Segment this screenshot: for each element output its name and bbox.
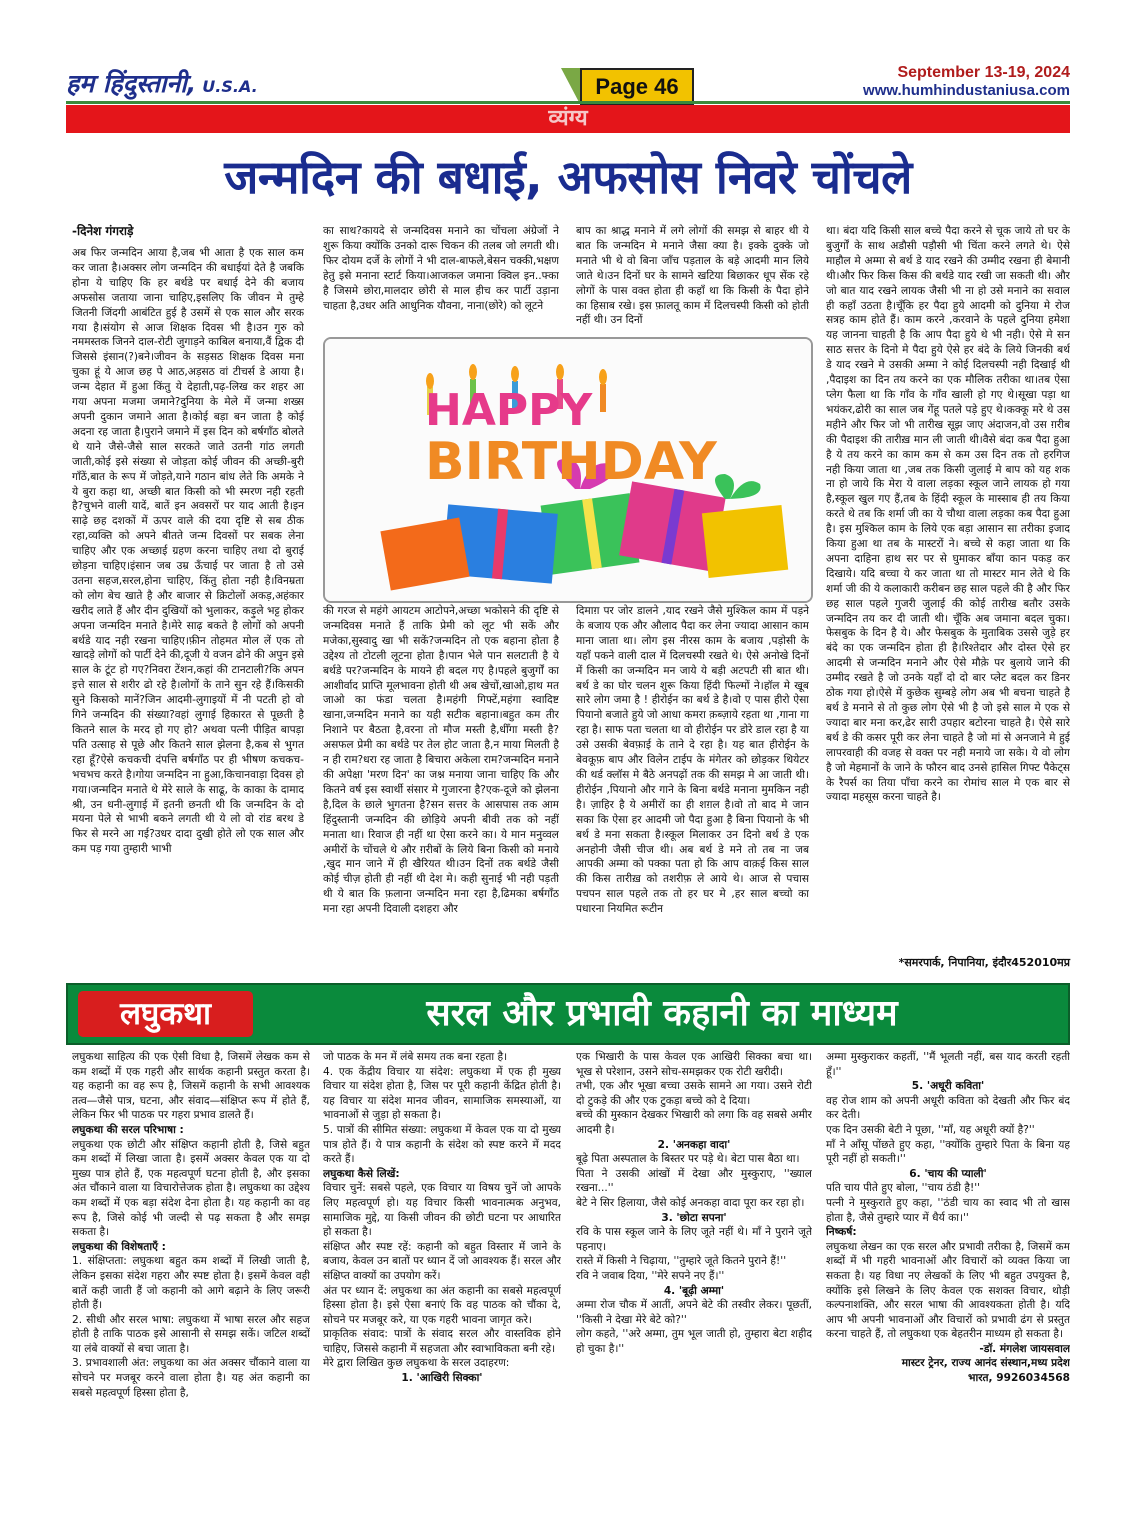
paragraph: वह रोज शाम को अपनी अधूरी कविता को देखती और फिर बंद कर देती। — [826, 1094, 1070, 1122]
page-number: Page 46 — [580, 68, 694, 106]
paragraph: अम्मा मुस्कुराकर कहतीं, ''मैं भूलती नहीं, बस याद करती रहती हूँ।'' — [826, 1051, 1070, 1078]
paragraph: मेरे द्वारा लिखित कुछ लघुकथा के सरल उदाहरण: — [323, 1357, 510, 1370]
article1-col2a-text: का साथ?कायदे से जन्मदिवस मनाने का चोंचला अंग्रेजों ने शुरू किया क्योंकि उनको दारू चिकन की तलब जो लगती थी।फिर दोयम दर्जे के लोगों ने भी दाल-बाफले,बेसन चक्की,भक्षण हेतु इसे मनाना स्टार्ट किया।आजकल जमाना क्विल इन..फ्का है जिसमे छोरा,मालदार छोरी से माल हीच कर पार्टी उड़ाना चाहता है,उधर अति आधुनिक यौवना, नाना(छोरे) को लूटने — [323, 225, 559, 312]
article1-column-4 — [826, 224, 1070, 950]
article2-column-2 — [323, 1050, 561, 1510]
article2-column-1 — [72, 1050, 310, 1510]
subheading: लघुकथा की सरल परिभाषा : — [72, 1123, 184, 1136]
article-headline: जन्मदिन की बधाई, अफसोस निवरे चोंचले — [224, 150, 912, 204]
paragraph: पत्नी ने मुस्कुराते हुए कहा, ''ठंडी चाय का स्वाद भी तो खास होता है, जैसे तुम्हारे प्यार में धैर्य का।'' — [826, 1196, 1070, 1224]
header-rule — [66, 101, 1070, 104]
subheading: लघुकथा की विशेषताएँ : — [72, 1240, 166, 1253]
paragraph: बेटे ने सिर हिलाया, जैसे कोई अनकहा वादा पूरा कर रहा हो। — [576, 1196, 805, 1209]
article1-column-3-bottom — [576, 604, 809, 968]
story-title: 5. 'अधूरी कविता' — [911, 1080, 985, 1093]
article1-col3a-text: बाप का श्राद्ध मनाने में लगे लोगों की समझ से बाहर थी ये बात कि जन्मदिन मे मनाने जैसा क्या है। इक्के दुक्के जो मनाते भी थे वो बिना जाँच पड़ताल के बड़े आदमी मान लिये जाते थे।उन दिनों घर के सामने खटिया बिछाकर धूप सेंक रहे लोगों के पास वक्त होता ही कहाँ था कि किसी के पैदा होने का हिसाब रखे। इस फ़ालतू काम में दिलचस्पी किसी को होती नहीं थी। उन दिनों — [576, 225, 809, 327]
paragraph: 2. सीधी और सरल भाषा: लघुकथा में भाषा सरल और सहज होती है ताकि पाठक इसे आसानी से समझ सकें। जटिल शब्दों या लंबे वाक्यों से बचा जाता है। — [72, 1313, 310, 1355]
story-title: 6. 'चाय की प्याली' — [909, 1167, 987, 1180]
article1-col2b-text: की गरज से महंगे आयटम आटोपने,अच्छा भकोसने की दृष्टि से जन्मदिवस मनाते हैं ताकि प्रेमी को लूट भी सकें और मजेका,सुस्वादु खा भी सकें?जन्मदिन तो एक बहाना होता है उद्देश्य तो टोटली लूटना होता है।पान भेले पान सलटाती है ये बर्थडे पर?जन्मदिन के मायने ही बदल गए है।पहले बुजुर्गों का आशीर्वाद प्राप्ति मूलभावना होती थी अब खेचों,खाओ,हाथ मत जाओ का फंडा चलता है।महंगी गिफ्टें,महंगा स्वादिष्ट खाना,जन्मदिन मनाने का यही सटीक बहाना।बहुत कम तीर निशाने पर बैठता है,वरना तो मौज मस्ती है,धीँगा मस्ती है?असफल प्रेमी का बर्थडे पर तेल होट जाता है,न माया मिलती है न ही राम?धरा रह जाता है बिचारा अकेला राम?जन्मदिन मनाने की अपेक्षा 'मरण दिन' का जश्न मनाया जाना चाहिए कि और कितने वर्ष इस स्वार्थी संसार मे गुजारना है?एक-दूजे को झेलना है,दिल के छाले भुगतना है?सन सत्तर के आसपास तक आम हिंदुस्तानी जन्मदिन की छोड़िये अपनी बीवी तक को नहीं मनाता था। रिवाज ही नहीं था ऐसा करने का। ये मान मनुव्वल अमीरों के चोंचले थे और ग़रीबों के लिये बिना किसी को मनाये ,खुद मान जाने में ही खैरियत थी।उन दिनों तक बर्थडे जैसी कोई चीज़ होती ही नहीं थी देश मे। कही सुनाई भी नही पड़ती थी ये बात कि फ़लाना जन्मदिन मना रहा है,ढिमका बर्षगाँठ मना रहा अपनी दिवाली दशहरा और — [323, 605, 559, 916]
paragraph: प्राकृतिक संवाद: पात्रों के संवाद सरल और वास्तविक होने चाहिए, जिससे कहानी में सहजता और स्वाभाविकता बनी रहे। — [323, 1328, 561, 1355]
article-byline: -दिनेश गंगराड़े — [72, 224, 134, 238]
paragraph: बच्चे की मुस्कान देखकर भिखारी को लगा कि वह सबसे अमीर आदमी है। — [576, 1109, 812, 1136]
paragraph: अंत पर ध्यान दें: लघुकथा का अंत कहानी का सबसे महत्वपूर्ण हिस्सा होता है। इसे ऐसा बनाएं कि वह पाठक को चौंका दे, सोचने पर मजबूर करे, या एक गहरी भावना जागृत करे। — [323, 1284, 561, 1326]
story-title: 2. 'अनकहा वादा' — [657, 1138, 731, 1151]
article2-title: सरल और प्रभावी कहानी का माध्यम — [426, 993, 898, 1034]
paragraph: लघुकथा लेखन का एक सरल और प्रभावी तरीका है, जिसमें कम शब्दों में भी गहरी भावनाओं और विचारों को व्यक्त किया जा सकता है। यह विधा नए लेखकों के लिए भी बहुत उपयुक्त है, क्योंकि इसे लिखने के लिए केवल एक सशक्त विचार, थोड़ी कल्पनाशक्ति, और सरल भाषा की आवश्यकता होती है। यदि आप भी अपनी भावनाओं और विचारों को प्रभावी ढंग से प्रस्तुत करना चाहते हैं, तो लघुकथा एक बेहतरीन माध्यम हो सकता है। — [826, 1240, 1070, 1341]
article2-column-4 — [826, 1050, 1070, 1522]
paragraph: लघुकथा एक छोटी और संक्षिप्त कहानी होती है, जिसे बहुत कम शब्दों में लिखा जाता है। इसमें अक्सर केवल एक या दो मुख्य पात्र होते हैं, एक महत्वपूर्ण घटना होती है, और इसका अंत चौंकाने वाला या विचारोत्तेजक होता है। लघुकथा का उद्देश्य कम शब्दों में एक बड़ा संदेश देना होता है। यह कहानी का वह रूप है, जिसे कोई भी जल्दी से पढ़ सकता है और समझ सकता है। — [72, 1138, 310, 1239]
story-title: 4. 'बूढ़ी अम्मा' — [663, 1284, 725, 1297]
paragraph: रवि के पास स्कूल जाने के लिए जूते नहीं थे। माँ ने पुराने जूते पहनाए। — [576, 1226, 812, 1253]
newspaper-brand — [66, 66, 356, 98]
article1-column-2-bottom — [323, 604, 559, 968]
paragraph: एक दिन उसकी बेटी ने पूछा, ''माँ, यह अधूरी क्यों है?'' — [826, 1123, 1035, 1136]
article2-column-3 — [576, 1050, 812, 1510]
brand-name: हम हिंदुस्तानी, — [66, 69, 197, 98]
birthday-image — [323, 337, 813, 603]
paragraph: लघुकथा साहित्य की एक ऐसी विधा है, जिसमें लेखक कम से कम शब्दों में एक गहरी और सार्थक कहानी प्रस्तुत करता है। यह कहानी का वह रूप है, जिसमें कहानी के सभी आवश्यक तत्व—जैसे पात्र, घटना, और संवाद—संक्षिप्त रूप में होते हैं, लेकिन फिर भी पाठक पर गहरा प्रभाव डालते हैं। — [72, 1051, 310, 1122]
website-link[interactable]: www.humhindustaniusa.com — [863, 82, 1070, 99]
article1-column-2-top — [323, 224, 559, 332]
image-text-birthday: BIRTHDAY — [425, 432, 717, 492]
author-place: भारत, 9926034568 — [968, 1372, 1070, 1385]
paragraph: संक्षिप्त और स्पष्ट रहें: कहानी को बहुत विस्तार में जाने के बजाय, केवल उन बातों पर ध्यान दें जो आवश्यक हैं। सरल और संक्षिप्त वाक्यों का उपयोग करें। — [323, 1240, 561, 1282]
subheading: लघुकथा कैसे लिखें: — [323, 1167, 400, 1180]
story-title: 1. 'आखिरी सिक्का' — [401, 1372, 483, 1385]
article1-col1-text: अब फिर जन्मदिन आया है,जब भी आता है एक साल कम कर जाता है।अक्सर लोग जन्मदिन की बधाईयां देते है जबकि होना ये चाहिए कि हर बर्थडे पर बधाई देने की बजाय अफसोस जताया जाना चाहिए,इसलिए कि जीवन मे तुम्हे जितनी जिंदगी आबंटित हुई है उसमें से एक साल और सरक गया है।संयोग से आज शिक्षक दिवस भी है।उन गुरु को नममस्तक जिनने दाल-रोटी जुगाड़ने काबिल बनाया,वैं द्विक दी जिससे इंसान(?)बने।जीवन के सड़सठ शिक्षक दिवस मना चुका हूं ये आज छह पे आठ,अड़सठ वां टीचर्स डे आया है।जन्म देहात में हुआ किंतु ये देहाती,पढ़-लिख कर शहर आ गया अपना मजमा जमाने?दुनिया के मेले में जन्मा शख्स अपनी दुकान जमाने आता है।कोई बड़ा बन जाता है कोई अदना रह जाता है।पुराने जमाने में इस दिन को बर्षगाँठ बोलते थे याने जैसे-जैसे साल सरकते जाते उतनी गांठ लगती जाती,कोई इसे संख्या से जोड़ता कोई जीवन की अच्छी-बुरी गाँठें,बात के रूप में जोड़ते,याने गठान बांध लेते कि अमके ने ये बुरा कहा था, अच्छी बात किसी को भी स्मरण नही रहती है?चुभने वाली यादें, बातें इन अवसरों पर याद आती है।इन साढ़े छह दशकों में ऊपर वाले की दया दृष्टि से सब ठीक रहा,व्यक्ति को अपने बीतते जन्म दिवसों पर सबक लेना चाहिए और एक अच्छाई ग्रहण करना चाहिए तथा दो बुराई छोड़ना चाहिए।इंसान जब उम्र ऊँचाई पर जाता है तो उसे उतना सहज,सरल,होना चाहिए, किंतु होता नही है।विनम्रता को लोग बेच खाते है और बाजार से क्रिटोलों अकड़,अहंकार खरीद लाते हैं और दीन दुखियों को भुलाकर, कड़ुले भट्ट होकर अपना जन्मदिन मनाते है।मेरे साढ़ बकते है लोगों को अपनी बर्थडे याद नही रखना चाहिए।फ़ीन तोहमत मोल लें एक तो खादड़े लोगों को पार्टी देने की,दूजी ये वजन ढोने की अपुन इसे साल के टूंट हो गए?निवरा टेंशन,कहां की टानटाली?कि अपन इत्ते साल से शरीर ढो रहे है।लोगों के ताने सुन रहे हैं।किसकी सुने किसको मानें?जिन आदमी-लुगाइयों में नी पटती हो वो गिने जन्मदिन की संख्या?वहां लुगाई हिकारत से पूछती है कितने साल के मरद हो गए हो? अथवा पत्नी पीड़ित बापड़ा पति उत्साह से पूछे और कितने साल झेलना है,कब से भुगत रहा हूँ?ऐसे कचकची दंपत्ति बर्षगाँठ पर ही भीषण कचकच-भचभच करते है।गोया जन्मदिन ना हुआ,किचानवाड़ा दिवस हो गया।जन्मदिन मनाते थे मेरे साले के साढू, के काका के दामाद श्री, उन धनी-लुगाई में इतनी छनती थी कि जन्मदिन के दो मयना पेले से भाभी बकने लगती थी ये लो वो रांड बरथ डे फिर से मरने आ गई?उधर दादा दुखी होते लो एक साल और कम पड़ गया तुम्हारी भाभी — [72, 247, 304, 856]
paragraph: जो पाठक के मन में लंबे समय तक बना रहता है। — [323, 1051, 508, 1063]
story-title: 3. 'छोटा सपना' — [661, 1211, 727, 1224]
paragraph: रास्ते में किसी ने चिढ़ाया, ''तुम्हारे जूते कितने पुराने हैं!'' — [576, 1255, 787, 1268]
paragraph: रवि ने जवाब दिया, ''मेरे सपने नए हैं।'' — [576, 1269, 725, 1282]
paragraph: 1. संक्षिप्तता: लघुकथा बहुत कम शब्दों में लिखी जाती है, लेकिन इसका संदेश गहरा और स्पष्ट होता है। इसमें केवल वही बातें कही जाती हैं जो कहानी को आगे बढ़ाने के लिए जरूरी होती हैं। — [72, 1255, 310, 1312]
paragraph: 3. प्रभावशाली अंत: लघुकथा का अंत अक्सर चौंकाने वाला या सोचने पर मजबूर करने वाला होता है। यह अंत कहानी का सबसे महत्वपूर्ण हिस्सा होता है, — [72, 1357, 310, 1399]
article1-column-3-top — [576, 224, 809, 332]
birthday-illustration — [325, 339, 811, 601]
article2-tag: लघुकथा — [78, 991, 253, 1037]
section-label: व्यंग्य — [66, 105, 1070, 133]
article2-column-4-body — [826, 1050, 1070, 1342]
image-text-happy: HAPPY — [425, 385, 593, 436]
paragraph: तभी, एक और भूखा बच्चा उसके सामने आ गया। उसने रोटी दो टुकड़े की और एक टुकड़ा बच्चे को दे दिया। — [576, 1080, 812, 1107]
article1-col3b-text: दिमाग़ पर जोर डालने ,याद रखने जैसे मुश्किल काम में पड़ने के बजाय एक और औलाद पैदा कर लेना ज्यादा आसान काम माना जाता था। लोग इस नीरस काम के बजाय ,पड़ोसी के यहाँ पकने वाली दाल में दिलचस्पी रखते थे। ऐसे अनोखे दिनों में किसी का जन्मदिन मन जाये ये बड़ी अटपटी सी बात थी।बर्थ डे का घोर चलन शुरू किया हिंदी फिल्मों ने।हॉल मे खूब सारे लोग जमा है ! हीरोईन का बर्थ डे है।वो ए पास हीरो ऐसा पियानो बजाते हुये जो आधा कमरा क़ब्ज़ाये रहता था ,गाना गा रहा है। साफ पता चलता था वो हीरोईन पर डोरे डाल रहा है या उसे उसकी बेवफ़ाई के ताने दे रहा है। यह बात हीरोईन के बेवकूफ़ बाप और विलेन टाईप के मंगेतर को छोड़कर थियेटर की थर्ड क्लॉस मे बैठे अनपढ़ों तक की समझ मे आ जाती थी। हीरोईन ,पियानो और गाने के बिना बर्थडे मनाना मुमकिन नही है। ज़ाहिर है ये अमीरों का ही शग़ल है।वो तो बाद मे जान सका कि ऐसा हर आदमी जो पैदा हुआ है बिना पियानो के भी बर्थ डे मना सकता है।स्कूल मिलाकर उन दिनो बर्थ डे एक अनहोनी जैसी चीज थी। अब बर्थ डे मने तो तब ना जब आपकी अम्मा को पक्का पता हो कि आप वाक़ई किस साल की किस तारीख़ को तशरीफ़ ले आये थे। आज से पचास पचपन साल पहले तक तो हर घर मे ,हर साल बच्चो का पधारना नियमित रूटीन — [576, 605, 809, 916]
issue-date: September 13-19, 2024 — [897, 64, 1070, 81]
article1-column-1 — [72, 246, 304, 968]
paragraph: 4. एक केंद्रीय विचार या संदेश: लघुकथा में एक ही मुख्य विचार या संदेश होता है, जिस पर पूरी कहानी केंद्रित होती है। यह विचार या संदेश मानव जीवन, सामाजिक समस्याओं, या भावनाओं से जुड़ा हो सकता है। — [323, 1065, 561, 1122]
paragraph: पति चाय पीते हुए बोला, ''चाय ठंडी है!'' — [826, 1182, 981, 1195]
paragraph: माँ ने आँसू पोंछते हुए कहा, ''क्योंकि तुम्हारे पिता के बिना यह पूरी नहीं हो सकती।'' — [826, 1138, 1070, 1166]
author-name: -डॉ. मंगलेश जायसवाल — [979, 1342, 1070, 1355]
paragraph: लोग कहते, ''अरे अम्मा, तुम भूल जाती हो, तुम्हारा बेटा शहीद हो चुका है।'' — [576, 1328, 812, 1355]
subheading: निष्कर्ष: — [826, 1226, 857, 1239]
paragraph: विचार चुनें: सबसे पहले, एक विचार या विषय चुनें जो आपके लिए महत्वपूर्ण हो। यह विचार किसी भावनात्मक अनुभव, सामाजिक मुद्दे, या किसी जीवन की छोटी घटना पर आधारित हो सकता है। — [323, 1182, 561, 1239]
author-role: मास्टर ट्रेनर, राज्य आनंद संस्थान,मध्य प्रदेश — [901, 1357, 1070, 1370]
paragraph: अम्मा रोज चौक में आतीं, अपने बेटे की तस्वीर लेकर। पूछतीं, ''किसी ने देखा मेरे बेटे को?'' — [576, 1299, 812, 1326]
brand-usa: U.S.A. — [202, 77, 258, 96]
article1-signature: *समरपार्क, निपानिया, इंदौर452010मप्र — [898, 956, 1070, 969]
paragraph: पिता ने उसकी आंखों में देखा और मुस्कुराए, ''ख्याल रखना...'' — [576, 1167, 812, 1195]
paragraph: बूढ़े पिता अस्पताल के बिस्तर पर पड़े थे। बेटा पास बैठा था। — [576, 1153, 800, 1166]
paragraph: 5. पात्रों की सीमित संख्या: लघुकथा में केवल एक या दो मुख्य पात्र होते हैं। ये पात्र कहानी के संदेश को स्पष्ट करने में मदद करते हैं। — [323, 1123, 561, 1166]
paragraph: एक भिखारी के पास केवल एक आखिरी सिक्का बचा था। भूख से परेशान, उसने सोच-समझकर एक रोटी खरीदी। — [576, 1051, 812, 1078]
article1-col4-text: था। बंदा यदि किसी साल बच्चे पैदा करने से चूक जाये तो घर के बुजुर्गों के साथ अडौसी पड़ौसी भी चिंता करने लगते थे। ऐसे माहौल मे अम्मा से बर्थ डे याद रखने की उम्मीद रखना ही बेमानी थी।और फिर किस किस की बर्थडे याद रखी जा सकती थी। और जो बात याद रखने लायक जैसी भी ना हो उसे मनाने का सवाल ही कहाँ उठता है।चूँकि हर पैदा हुये आदमी को दुनिया मे रोज सत्रह काम होते हैं। काम करने ,करवाने के पहले दुनिया हमेशा यह जानना चाहती है कि आप पैदा हुये थे भी नही। ऐसे मे सन साठ सत्तर के दिनो मे पैदा हुये ऐसे हर बंदे के लिये जिनकी बर्थ डे याद रखने मे उसकी अम्मा ने कोई दिलचस्पी नही दिखाई थी ,पैदाइश का दिन तय करने का एक मौलिक तरीका था।तब ऐसा प्लेग फैला था कि गाँव के गाँव खाली हो गए थे।सूखा पड़ा था भयंकर,ढोरी का साल जब गेंहू पतले पड़े हुए थे।कक्कू मरे थे उस महीने और फिर जो भी तारीख सूझ जाए अंदाजन,वो उस ग़रीब की पैदाइश की तारीख़ मान ली जाती थी।वैसे बंदा कब पैदा हुआ है ये तय करने का काम कम से कम उस दिन तक तो हरगिज नही किया जाता था ,जब तक किसी जुलाई मे बाप को यह शक ना हो जाये कि मेरा ये वाला लड़का स्कूल जाने लायक हो गया है,स्कूल खुल गए हैं,तब के हिंदी स्कूल के मास्साब ही तय किया करते थे तब कि शर्मा जी का ये चौथा वाला लड़का कब पैदा हुआ है। इस मुश्किल काम के लिये एक बड़ा आसान सा तरीका इजाद किया हुआ था तब के मास्टरों ने। बच्चे से कहा जाता था कि अपना दाहिना हाथ सर पर से घुमाकर बाँया कान पकड़ कर दिखाये। यदि बच्चा ये कर जाता था तो मास्टर मान लेते थे कि शर्मा जी की ये कलाकारी करीबन छह साल पहले की है और फिर छह साल पहले गुजरी जुलाई की कोई तारीख बतौर उसके जन्मदिन तय कर दी जाती थी। चूँकि अब जमाना बदल चुका। फेसबुक के दिन है ये। और फेसबुक के मुताबिक उससे जुड़े हर बंदे का एक जन्मदिन होता ही है।रिश्तेदार और दोस्त ऐसे हर आदमी से जन्मदिन मनाने और ऐसे मौक़े पर बुलाये जाने की उम्मीद रखते है जो उनके यहाँ दो दो बार प्लेट बदल कर डिनर ठोक गया हो।ऐसे में कुछेक सुम्बड़े लोग अब भी बचना चाहते है बर्थ डे मनाने से तो कुछ लोग ऐसे भी है जो इसे साल मे एक से ज्यादा बार मना कर,ढेर सारी उपहार बटोरना चाहते है। ऐसे सारे बर्थ डे की कसर पूरी कर लेना चाहते है जो मां से अनजाने मे हुई लापरवाही की वजह से वक्त पर नही मनाये जा सके। ये वो लोग है जो मेहमानों के जाने के फौरन बाद उनसे हासिल गिफ्ट पैकेट्स के रैपर्स का तिया पाँचा करने का रोमांच साल मे एक बार से ज्यादा महसूस करना चाहते है। — [826, 225, 1070, 804]
